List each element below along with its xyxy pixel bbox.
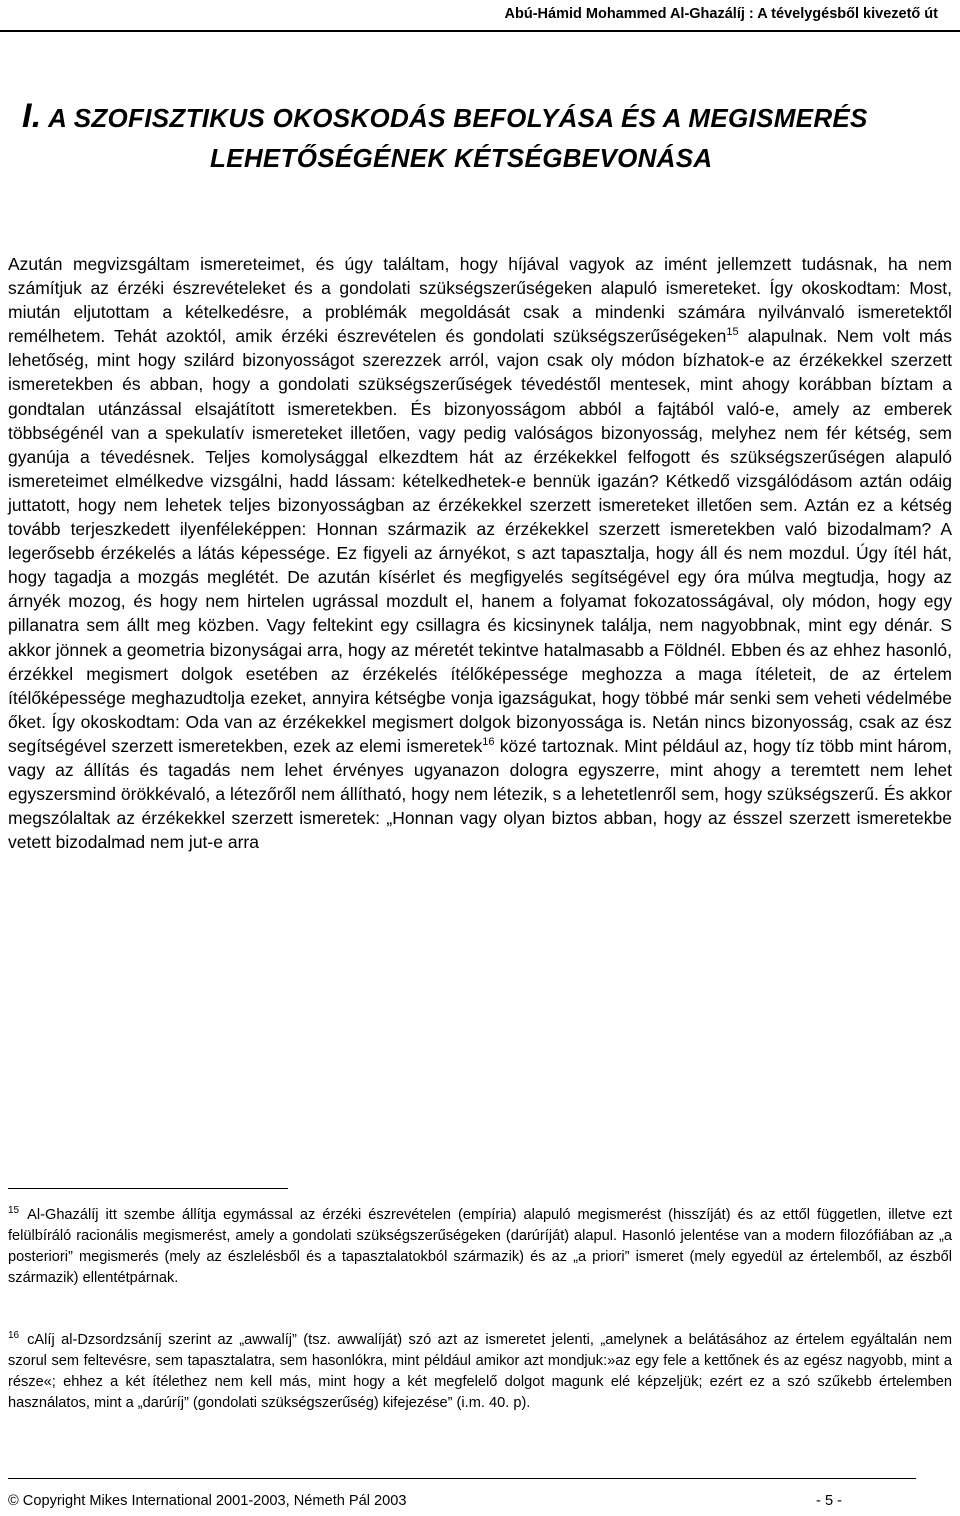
footer-copyright: © Copyright Mikes International 2001-2003, Németh Pál 2003	[8, 1493, 407, 1509]
chapter-title-text-1: A SZOFISZTIKUS OKOSKODÁS BEFOLYÁSA ÉS A MEGISMERÉS	[48, 103, 868, 133]
body-text-part3: közé tartoznak. Mint például az, hogy tíz több mint három, vagy az állítás és tagadás nem lehet érvényes ugyanazon dologra egyszerre, mint ahogy a teremtett nem lehet egyszersmind örökkévaló, a létezőről nem állítható, hogy nem létezik, s a lehetetlenről sem, hogy szükségszerű. És akkor megszólaltak az érzékekkel szerzett ismeretek: „Honnan vagy olyan biztos abban, hogy az ésszel szerzett ismeretekbe vetett bizodalmad nem jut-e arra	[8, 735, 952, 853]
running-header: Abú-Hámid Mohammed Al-Ghazálíj : A tévelygésből kivezető út	[504, 6, 938, 22]
footnote-ref-15[interactable]: 15	[726, 326, 739, 339]
footnote-ref-16[interactable]: 16	[482, 736, 495, 749]
chapter-title-text-2: LEHETŐSÉGÉNEK KÉTSÉGBEVONÁSA	[210, 143, 713, 173]
chapter-title	[22, 96, 942, 178]
footnote-15	[8, 1205, 952, 1289]
header-rule	[0, 30, 960, 32]
body-text-part1: Azután megvizsgáltam ismereteimet, és úgy találtam, hogy híjával vagyok az imént jellemzett tudásnak, ha nem számítjuk az érzéki észrevételeket és a gondolati szükségszerűségeken alapuló ismereteket. Így okoskodtam: Most, miután eljutottam a kételkedésre, a problémák megoldását csak a mindenki számára nyilvánvaló ismeretektől remélhetem. Tehát azoktól, amik érzéki észrevételen és gondolati szükségszerűségeken	[8, 254, 952, 347]
footnote-number: 16	[8, 1330, 20, 1342]
footnote-16	[8, 1330, 952, 1414]
footnote-text: Al-Ghazálíj itt szembe állítja egymással az érzéki észrevételen (empíria) alapuló megismerést (hisszíját) és az ettől független, illetve ezt felülbíráló racionális megismerést, amely a gondolati szükségszerűségeken (darúríját) alapul. Hasonló jelentése van a modern filozófiában az „a posteriori” megismerés (mely az észlelésből és a tapasztalatokból származik) és az „a priori” ismeret (mely egyedül az értelemből, az észből származik) ellentétpárnak.	[8, 1207, 952, 1286]
chapter-number: I.	[22, 97, 42, 135]
footnote-number: 15	[8, 1205, 20, 1217]
body-text-part2: alapulnak. Nem volt más lehetőség, mint hogy szilárd bizonyosságot szerezzek arról, vajon csak oly módon bízhatok-e az érzékekkel szerzett ismeretekben és abban, hogy a gondolati szükségszerűségek tévedéstől mentesek, mint ahogy korábban bíztam a gondtalan utánzással elsajátított ismeretekben. És bizonyosságom abból a fajtából való-e, amely az emberek többségénél van a spekulatív ismereteket illetően, vagy pedig valóságos bizonyosság, melyhez nem fér kétség, sem gyanúja a tévedésnek. Teljes komolysággal elkezdtem hát az érzékekkel felfogott és szükségszerűségen alapuló ismereteimet elmélkedve vizsgálni, hadd lássam: kételkedhetek-e bennük igazán? Kétkedő vizsgálódásom aztán odáig juttatott, hogy nem lehetek teljes bizonyosságban az érzékekkel szerzett ismereteket illetően sem. Aztán ez a kétség tovább terjeszkedett ilyenféleképpen: Honnan származik az érzékekkel szerzett ismeretekben való bizodalmam? A legerősebb érzékelés a látás képessége. Ez figyeli az árnyékot, s azt tapasztalja, hogy áll és nem mozdul. Úgy ítél hát, hogy tagadja a mozgás meglétét. De azután kísérlet és megfigyelés segítségével egy óra múlva megtudja, hogy az árnyék mozog, és hogy nem hirtelen ugrással mozdult el, hanem a folyamat fokozatosságával, oly módon, hogy egy pillanatra sem állt meg közben. Vagy feltekint egy csillagra és kicsinynek találja, nem nagyobbnak, mint egy dénár. S akkor jönnek a geometria bizonyságai arra, hogy az méretét tekintve hatalmasabb a Földnél. Ebben és az ehhez hasonló, érzékkel megismert dolgok esetében az érzékelés ítélőképessége meghozza a maga ítéleteit, de az értelem ítélőképessége meghazudtolja ezeket, annyira kétségbe vonja igazságukat, hogy többé már senki sem veheti védelmébe őket. Így okoskodtam: Oda van az érzékekkel megismert dolgok bizonyossága is. Netán nincs bizonyosság, csak az ész segítségével szerzett ismeretekben, ezek az elemi ismeretek	[8, 326, 952, 756]
chapter-title-line1	[22, 96, 942, 138]
footnote-separator	[8, 1188, 288, 1189]
footnote-text: cAlíj al-Dzsordzsáníj szerint az „awwalíj” (tsz. awwalíját) szó azt az ismeretet jelenti, „amelynek a belátásához az értelem egyáltalán nem szorul sem feltevésre, sem tapasztalatra, sem hasonlókra, mint például amikor azt mondjuk:»az egy fele a kettőnek és az egész nagyobb, mint a része«; ehhez a két ítélethez nem kell más, mint hogy a két megfelelő dolgot magunk elé képzeljük; ezért ez a szó szűkebb értelemben használatos, mint a „darúríj” (gondolati szükségszerűség) kifejezése” (i.m. 40. p).	[8, 1332, 952, 1411]
footer-rule	[8, 1478, 916, 1479]
body-paragraph	[8, 252, 952, 854]
page-number: - 5 -	[816, 1493, 842, 1509]
